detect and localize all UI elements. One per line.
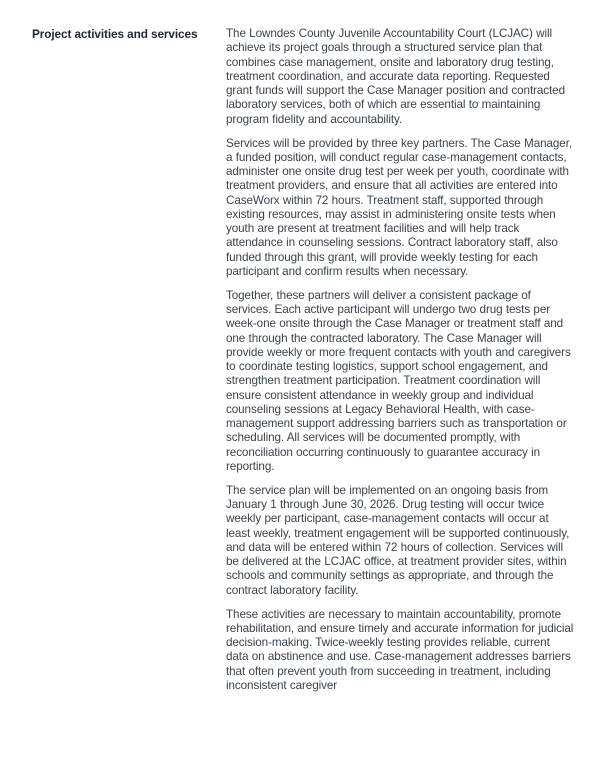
paragraph-5: These activities are necessary to maintain accountability, promote rehabilitation, and ensure timely and accurate information for judicial decision-making. Twice-weekly testing provides reliable, current data on abstinence and use. Case-management addresses barriers that often prevent youth from succeeding in treatment, including inconsistent caregiver [226,607,574,692]
paragraph-4: The service plan will be implemented on an ongoing basis from January 1 through June 30, 2026. Drug testing will occur twice weekly per participant, case-management contacts will occur at least weekly, treatment engagement will be supported continuously, and data will be entered within 72 hours of collection. Services will be delivered at the LCJAC office, at treatment provider sites, within schools and community settings as appropriate, and through the contract laboratory facility. [226,483,570,597]
paragraph-3: Together, these partners will deliver a consistent package of services. Each active participant will undergo two drug tests per week-one onsite through the Case Manager or treatment staff and one through the contracted laboratory. The Case Manager will provide weekly or more frequent contacts with youth and caregivers to coordinate testing logistics, support school engagement, and strengthen treatment participation. Treatment coordination will ensure consistent attendance in weekly group and individual counseling sessions at Legacy Behavioral Health, with case-management support addressing barriers such as transportation or scheduling. All services will be documented promptly, with reconciliation occurring continuously to guarantee accuracy in reporting. [226,288,571,473]
section-content [226,27,575,693]
paragraph-2: Services will be provided by three key partners. The Case Manager, a funded position, will conduct regular case-management contacts, administer one onsite drug test per week per youth, coordinate with treatment providers, and ensure that all activities are entered into CaseWorx within 72 hours. Treatment staff, supported through existing resources, may assist in administering onsite tests when youth are present at treatment facilities and will help track attendance in counseling sessions. Contract laboratory staff, also funded through this grant, will provide weekly testing for each participant and confirm results when necessary. [226,136,572,278]
section-label: Project activities and services [32,27,198,41]
paragraph-1: The Lowndes County Juvenile Accountability Court (LCJAC) will achieve its project goals through a structured service plan that combines case management, onsite and laboratory drug testing, treatment coordination, and accurate data reporting. Requested grant funds will support the Case Manager position and contracted laboratory services, both of which are essential to maintaining program fidelity and accountability. [226,27,565,126]
